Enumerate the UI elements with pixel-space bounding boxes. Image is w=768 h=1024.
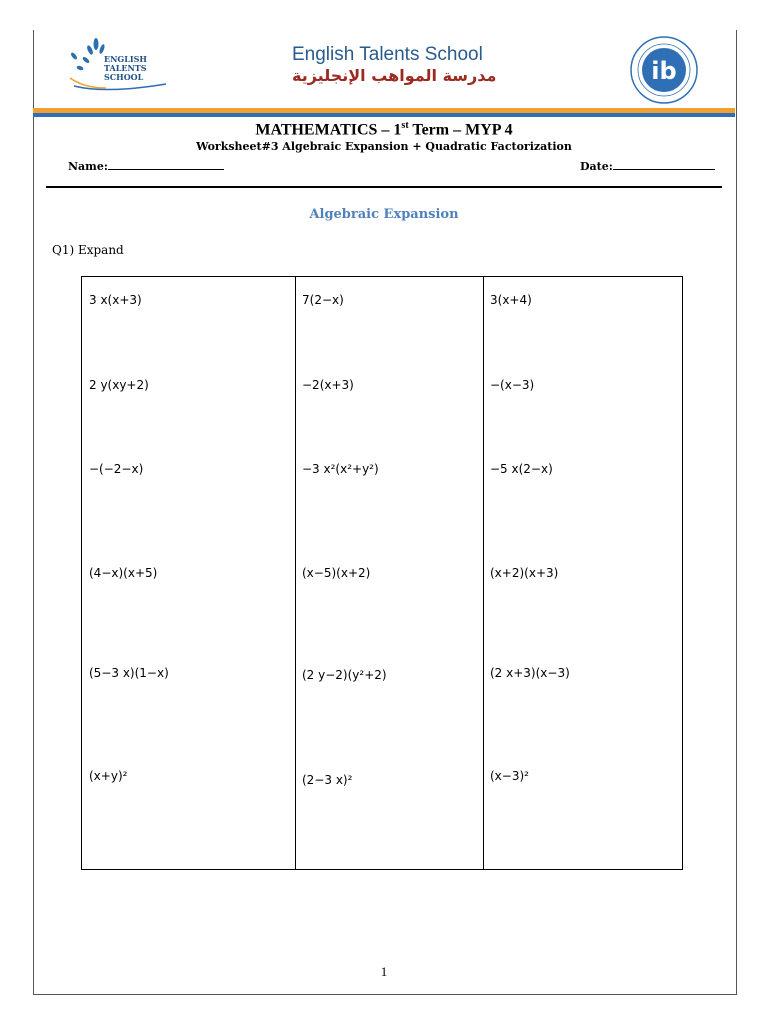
ib-logo-icon [626,32,704,104]
school-logo [66,38,174,96]
section-heading: Algebraic Expansion [309,207,459,222]
header-band-blue [33,113,735,117]
date-label: Date: [580,160,613,173]
expression-cell: 3 x(x+3) [89,293,142,307]
column-divider [483,277,484,869]
expression-cell: (x−5)(x+2) [302,566,371,580]
title-suffix: Term – MYP 4 [408,121,513,139]
ib-logo-letters: ib [651,57,677,85]
expression-grid [81,276,683,870]
expression-cell: −(−2−x) [89,462,144,476]
expression-cell: (4−x)(x+5) [89,566,158,580]
expression-cell: −3 x²(x²+y²) [302,462,379,476]
expression-cell: 3(x+4) [490,293,532,307]
logo-text-line: TALENTS [104,63,147,73]
expression-cell: (2−3 x)² [302,773,353,787]
title-prefix: MATHEMATICS – 1 [255,121,402,139]
name-label: Name: [68,160,108,173]
expression-cell: −(x−3) [490,378,535,392]
school-name-arabic: مدرسة المواهب الإنجليزية [292,66,497,85]
expression-cell: (5−3 x)(1−x) [89,666,169,680]
ib-world-school-logo [626,32,704,104]
expression-cell: (x+y)² [89,769,128,783]
expression-cell: 2 y(xy+2) [89,378,149,392]
school-name-english: English Talents School [292,44,483,65]
logo-text-line: ENGLISH [104,54,147,64]
title-superscript: st [401,120,409,131]
date-field [580,158,715,173]
expression-cell: (x−3)² [490,769,529,783]
expression-cell: (2 x+3)(x−3) [490,666,570,680]
expression-cell: −5 x(2−x) [490,462,553,476]
date-blank-line [613,158,715,170]
logo-text-line: SCHOOL [104,72,144,82]
name-field [68,158,224,173]
name-blank-line [108,158,224,170]
expression-cell: (x+2)(x+3) [490,566,559,580]
worksheet-title [0,120,768,139]
expression-cell: 7(2−x) [302,293,344,307]
column-divider [295,277,296,869]
page-number: 1 [380,964,388,979]
worksheet-subtitle: Worksheet#3 Algebraic Expansion + Quadratic Factorization [196,140,572,153]
expression-cell: −2(x+3) [302,378,354,392]
header-divider [46,186,722,188]
question-label: Q1) Expand [52,243,124,257]
expression-cell: (2 y−2)(y²+2) [302,668,387,682]
